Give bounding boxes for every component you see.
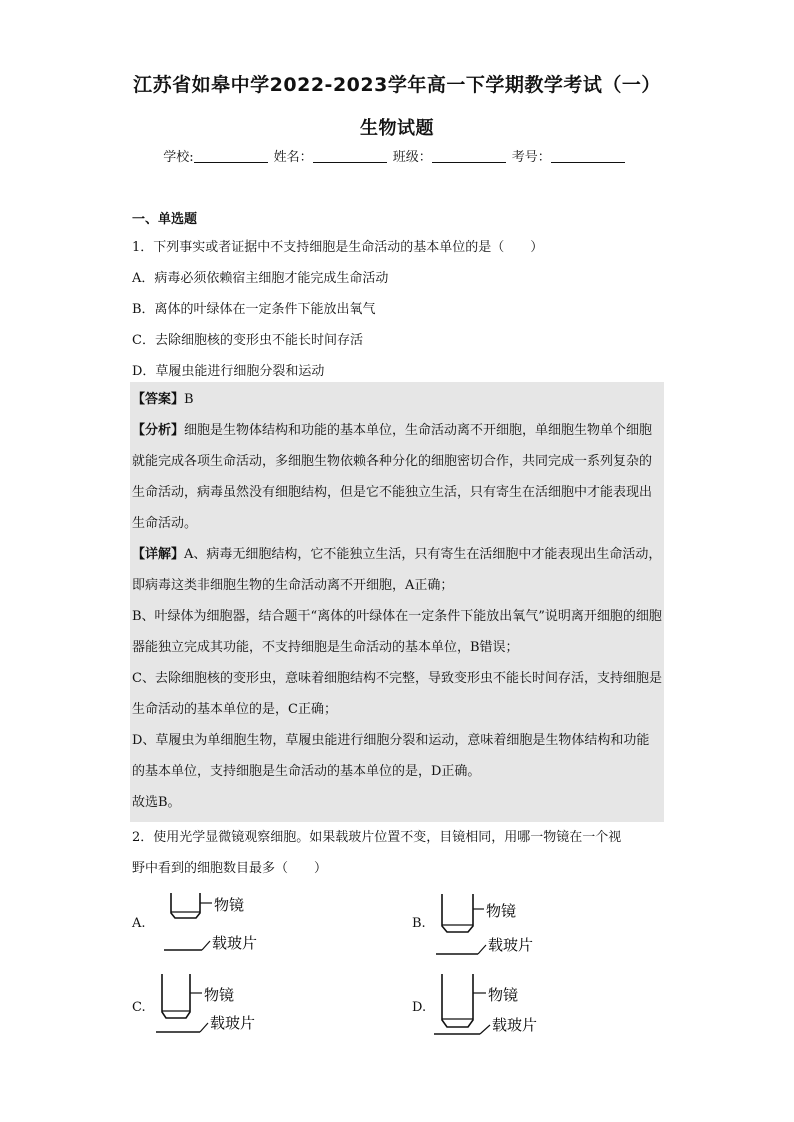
answer-tag: 【答案】: [132, 392, 185, 407]
objective-label: 物镜: [486, 902, 517, 920]
analysis-tag: 【分析】: [132, 423, 185, 438]
objective-label: 物镜: [214, 896, 245, 914]
question-1-option-a: A．病毒必须依赖宿主细胞才能完成生命活动: [132, 271, 389, 286]
detail-a-text: A、病毒无细胞结构，它不能独立生活，只有寄生在活细胞中才能表现出生命活动，即病毒这类非细胞生物的生命活动离不开细胞，A正确；: [132, 547, 662, 593]
objective-diagram-c: [152, 970, 292, 1054]
slide-label: 载玻片: [488, 936, 534, 954]
objective-diagram-d: [430, 970, 570, 1054]
question-2-option-d-label[interactable]: D.: [412, 1000, 427, 1015]
question-2-stem-line1: 2．使用光学显微镜观察细胞。如果载玻片位置不变，目镜相同，用哪一物镜在一个视: [132, 830, 622, 845]
objective-label: 物镜: [488, 986, 519, 1004]
name-label: 姓名：: [273, 150, 313, 165]
detail-tag: 【详解】: [132, 547, 185, 562]
question-1-option-b: B．离体的叶绿体在一定条件下能放出氧气: [132, 302, 376, 317]
answer-value: B: [184, 392, 194, 407]
detail-paragraph-c: C、去除细胞核的变形虫，意味着细胞结构不完整，导致变形虫不能长时间存活，支持细胞是生命活动的基本单位的是，C正确；: [132, 671, 662, 717]
class-label: 班级：: [392, 150, 432, 165]
analysis-paragraph: [132, 415, 662, 539]
conclusion-line: 故选B。: [132, 795, 181, 810]
answer-line: [132, 384, 662, 415]
number-label: 考号：: [511, 150, 551, 165]
exam-title: 江苏省如皋中学2022-2023学年高一下学期教学考试（一）: [133, 74, 661, 96]
detail-paragraph-b: B、叶绿体为细胞器，结合题干“离体的叶绿体在一定条件下能放出氧气”说明离开细胞的细胞器能独立完成其功能，不支持细胞是生命活动的基本单位，B错误；: [132, 609, 662, 655]
objective-label: 物镜: [204, 986, 235, 1004]
class-field[interactable]: [432, 149, 506, 163]
detail-paragraph-d: D、草履虫为单细胞生物，草履虫能进行细胞分裂和运动，意味着细胞是生物体结构和功能的基本单位，支持细胞是生命活动的基本单位的是，D正确。: [132, 733, 650, 779]
exam-subtitle: 生物试题: [360, 118, 434, 139]
question-1-option-d: D．草履虫能进行细胞分裂和运动: [132, 364, 325, 379]
slide-label: 载玻片: [210, 1014, 256, 1032]
slide-label: 载玻片: [212, 934, 258, 952]
school-field[interactable]: [194, 149, 268, 163]
question-2-stem-line2: 野中看到的细胞数目最多（ ）: [132, 861, 328, 876]
slide-label: 载玻片: [492, 1016, 538, 1034]
question-1-stem: 1．下列事实或者证据中不支持细胞是生命活动的基本单位的是（ ）: [132, 240, 544, 255]
objective-diagram-b: [432, 888, 572, 972]
number-field[interactable]: [551, 149, 625, 163]
school-label: 学校:: [163, 150, 194, 165]
question-2-option-b-label[interactable]: B.: [412, 916, 426, 931]
question-1-option-c: C．去除细胞核的变形虫不能长时间存活: [132, 333, 363, 348]
objective-diagram-a: [158, 888, 298, 972]
detail-paragraph-a: [132, 539, 662, 601]
name-field[interactable]: [313, 149, 387, 163]
question-2-option-a-label[interactable]: A.: [132, 916, 146, 931]
section-heading: 一、单选题: [132, 212, 198, 227]
student-info-row: [0, 146, 794, 165]
question-2-option-c-label[interactable]: C.: [132, 1000, 146, 1015]
analysis-text: 细胞是生物体结构和功能的基本单位，生命活动离不开细胞，单细胞生物单个细胞就能完成各项生命活动，多细胞生物依赖各种分化的细胞密切合作，共同完成一系列复杂的生命活动，病毒虽然没有细胞结构，但是它不能独立生活，只有寄生在活细胞中才能表现出生命活动。: [132, 423, 653, 531]
